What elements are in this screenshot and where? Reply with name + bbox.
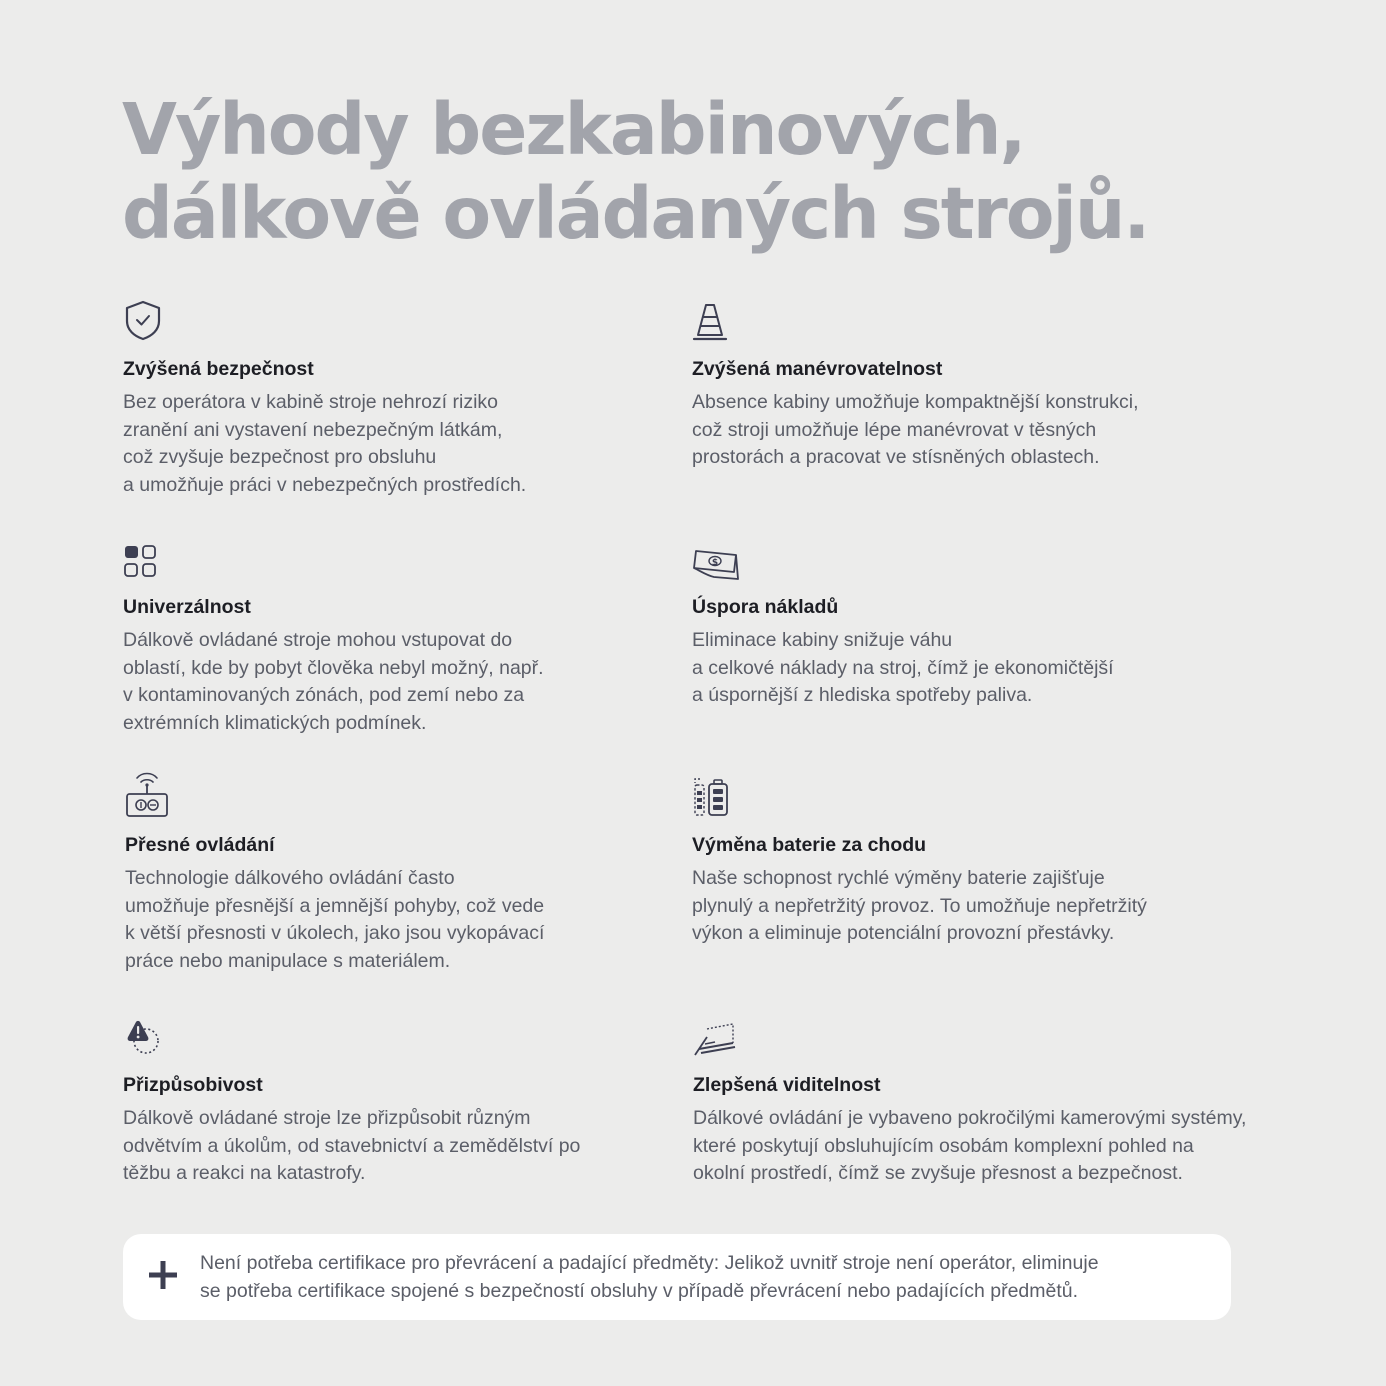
- feature-heading: Zlepšená viditelnost: [693, 1074, 881, 1096]
- battery-swap-icon: [692, 773, 1292, 819]
- feature-heading: Zvýšená bezpečnost: [123, 358, 314, 380]
- feature-maneuverability: [692, 297, 1292, 472]
- money-bill-icon: [692, 535, 1292, 581]
- feature-heading: Zvýšená manévrovatelnost: [692, 358, 943, 380]
- feature-adaptability: [123, 1013, 663, 1188]
- remote-control-icon: [125, 773, 665, 819]
- grid-apps-icon: [123, 535, 663, 581]
- feature-heading: Výměna baterie za chodu: [692, 834, 927, 856]
- feature-text: Dálkově ovládané stroje lze přizpůsobit různým odvětvím a úkolům, od stavebnictví a zemědělství po těžbu a reakci na katastrofy.: [123, 1107, 581, 1184]
- camera-view-icon: [693, 1013, 1333, 1059]
- feature-text: Absence kabiny umožňuje kompaktnější konstrukci, což stroji umožňuje lépe manévrovat v těsných prostorách a pracovat ve stísněných oblastech.: [692, 391, 1139, 468]
- feature-versatility: [123, 535, 663, 737]
- shield-check-icon: [123, 297, 663, 343]
- feature-heading: Přesné ovládání: [125, 834, 275, 856]
- feature-heading: Úspora nákladů: [692, 596, 839, 618]
- page-title: Výhody bezkabinových, dálkově ovládaných strojů.: [122, 88, 1149, 255]
- warning-adapt-icon: [123, 1013, 663, 1059]
- certification-note: [123, 1234, 1231, 1320]
- feature-precise-control: [125, 773, 665, 975]
- feature-heading: Univerzálnost: [123, 596, 251, 618]
- feature-text: Bez operátora v kabině stroje nehrozí riziko zranění ani vystavení nebezpečným látkám, což zvyšuje bezpečnost pro obsluhu a umožňuje práci v nebezpečných prostředích.: [123, 391, 527, 496]
- feature-visibility: [693, 1013, 1333, 1188]
- feature-text: Dálkově ovládané stroje mohou vstupovat do oblastí, kde by pobyt člověka nebyl možný, např. v kontaminovaných zónách, pod zemí nebo za extrémních klimatických podmínek.: [123, 629, 544, 734]
- feature-text: Dálkové ovládání je vybaveno pokročilými kamerovými systémy, které poskytují obsluhujícím osobám komplexní pohled na okolní prostředí, čímž se zvyšuje přesnost a bezpečnost.: [693, 1107, 1247, 1184]
- feature-heading: Přizpůsobivost: [123, 1074, 263, 1096]
- svg-text:$: $: [711, 558, 719, 568]
- feature-text: Naše schopnost rychlé výměny baterie zajišťuje plynulý a nepřetržitý provoz. To umožňuje nepřetržitý výkon a eliminuje potenciální provozní přestávky.: [692, 867, 1147, 944]
- note-text: Není potřeba certifikace pro převrácení a padající předměty: Jelikož uvnitř stroje není operátor, eliminuje se potřeba certifikace spojené s bezpečností obsluhy v případě převrácení nebo padajících předmětů.: [200, 1252, 1099, 1302]
- feature-battery-swap: [692, 773, 1292, 948]
- feature-cost-savings: [692, 535, 1292, 710]
- traffic-cone-icon: [692, 297, 1292, 343]
- plus-icon: [149, 1261, 177, 1289]
- feature-text: Eliminace kabiny snižuje váhu a celkové náklady na stroj, čímž je ekonomičtější a úspornější z hlediska spotřeby paliva.: [692, 629, 1114, 706]
- feature-safety: [123, 297, 663, 499]
- feature-text: Technologie dálkového ovládání často umožňuje přesnější a jemnější pohyby, což vede k větší přesnosti v úkolech, jako jsou vykopávací práce nebo manipulace s materiálem.: [125, 867, 545, 972]
